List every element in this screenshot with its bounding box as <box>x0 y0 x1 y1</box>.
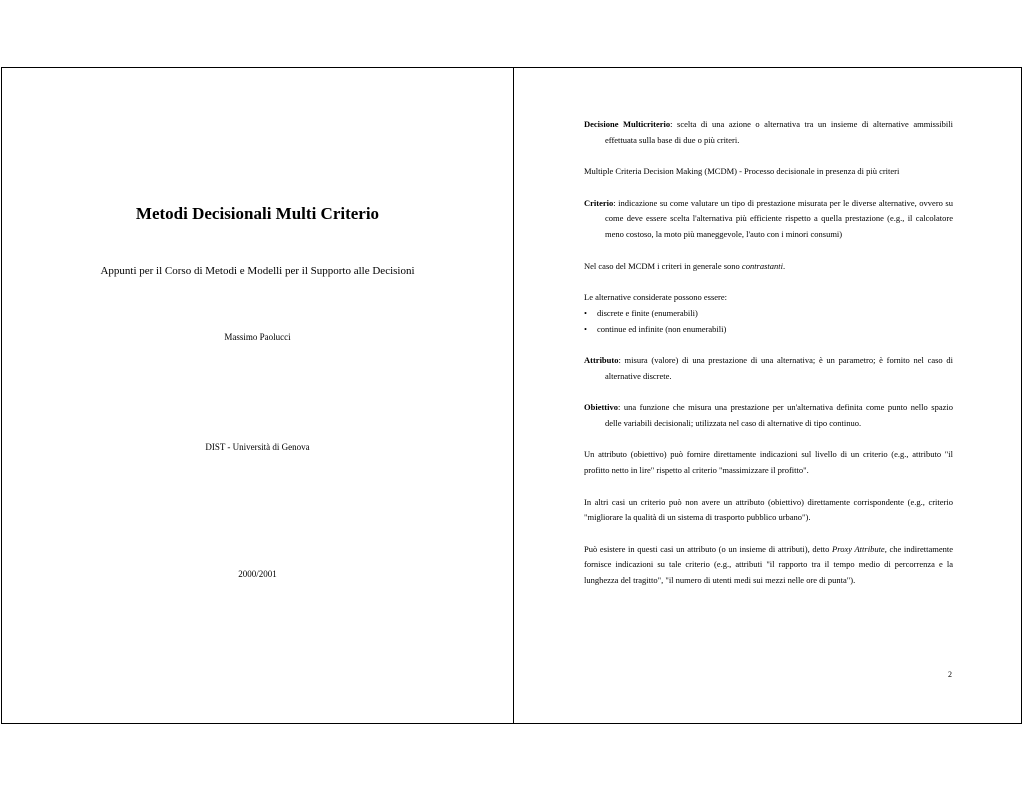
paragraph-attributo-obiettivo: Un attributo (obiettivo) può fornire direttamente indicazioni sul livello di un criterio (e.g., attributo "il profitto netto in lire" rispetto al criterio "massimizzare il profitto". <box>584 449 953 476</box>
mcdm-case-end: . <box>783 260 786 271</box>
page-number: 2 <box>948 670 952 679</box>
list-item <box>584 306 953 322</box>
definition-obiettivo <box>584 400 953 432</box>
definition-criterio <box>584 196 953 243</box>
title-page <box>2 68 513 723</box>
author-name: Massimo Paolucci <box>224 332 291 342</box>
content-page <box>514 68 1023 723</box>
list-item <box>584 322 953 338</box>
definition-obiettivo-text: : una funzione che misura una prestazione per un'alternativa definita come punto nello spazio delle variabili decisionali; utilizzata nel caso di alternative di tipo continuo. <box>605 402 953 428</box>
proxy-before: Può esistere in questi casi un attributo (o un insieme di attributi), detto <box>584 543 833 554</box>
proxy-emphasis: Proxy Attribute <box>832 543 885 554</box>
term-attributo: Attributo <box>584 354 619 365</box>
alternatives-list <box>584 306 953 338</box>
list-item-text: discrete e finite (enumerabili) <box>597 307 698 318</box>
mcdm-case-line <box>584 259 953 275</box>
mcdm-line: Multiple Criteria Decision Making (MCDM) - Processo decisionale in presenza di più criteri <box>584 166 900 177</box>
page-content <box>584 117 953 605</box>
document-title: Metodi Decisionali Multi Criterio <box>135 204 380 223</box>
proxy-after: , che indirettamente fornisce indicazioni su tale criterio (e.g., attributi "il rapporto tra il tempo medio di percorrenza e la lunghezza del tragitto", "il numero di utenti medi sui mezzi nelle ore di punta"). <box>584 543 954 586</box>
term-obiettivo: Obiettivo <box>584 402 618 413</box>
definition-decisione-text: : scelta di una azione o alternativa tra un insieme di alternative ammissibili effettuata sulla base di due o più criteri. <box>605 119 953 145</box>
definition-attributo-text: : misura (valore) di una prestazione di una alternativa; è un parametro; è fornito nel caso di alternative discrete. <box>605 354 953 381</box>
term-decisione: Decisione Multicriterio <box>584 119 671 129</box>
paragraph-altri-casi: In altri casi un criterio può non avere un attributo (obiettivo) direttamente corrispondente (e.g., criterio "migliorare la qualità di un sistema di trasporto pubblico urbano"). <box>584 496 953 523</box>
definition-attributo <box>584 353 953 385</box>
term-criterio: Criterio <box>584 197 614 208</box>
definition-decisione <box>584 117 953 149</box>
paragraph-proxy-attribute <box>584 542 953 589</box>
document-subtitle: Appunti per il Corso di Metodi e Modelli per il Supporto alle Decisioni <box>100 265 415 277</box>
list-item-text: continue ed infinite (non enumerabili) <box>597 323 727 334</box>
mcdm-case-emphasis: contrastanti <box>741 260 784 271</box>
affiliation: DIST - Università di Genova <box>205 442 310 452</box>
document-spread <box>1 67 1022 724</box>
mcdm-case-text: Nel caso del MCDM i criteri in generale sono <box>584 260 742 271</box>
academic-year: 2000/2001 <box>238 569 277 579</box>
bullet-icon: • <box>584 323 587 334</box>
definition-criterio-text: : indicazione su come valutare un tipo di prestazione misurata per le diverse alternative, ovvero su come deve essere scelta l'alternativa più efficiente rispetto a quella prestazione (e.g., il calcolatore meno costoso, la moto più maneggevole, l'auto con i minori consumi) <box>605 197 953 240</box>
alternatives-intro: Le alternative considerate possono essere: <box>584 291 728 302</box>
bullet-icon: • <box>584 307 587 318</box>
